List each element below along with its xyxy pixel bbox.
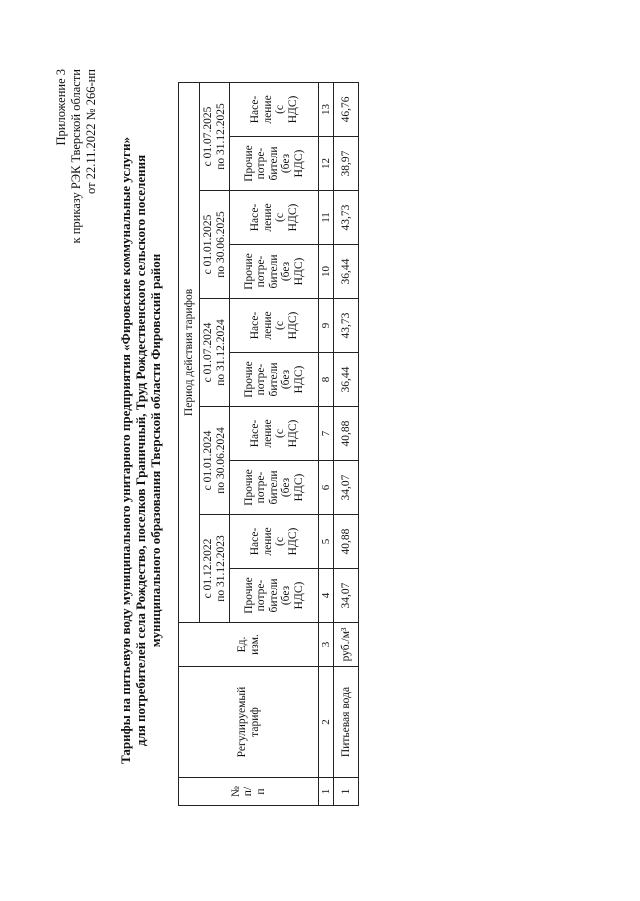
title-line: Тарифы на питьевую воду муниципального унитарного предприятия «Фировские коммунальные услуги» (118, 137, 133, 764)
row-number: 1 (334, 778, 359, 806)
category-population: Насе- ление (с НДС) (230, 82, 319, 136)
category-other-consumers: Прочие потре- бители (без НДС) (230, 353, 319, 407)
header-number: № п/ п (179, 778, 319, 806)
column-number: 5 (319, 515, 334, 569)
column-number: 8 (319, 353, 334, 407)
title-line: муниципального образования Тверской области Фировский район (148, 253, 163, 648)
row-unit: руб./м³ (334, 623, 359, 667)
tariff-value: 38,97 (334, 137, 359, 191)
category-population: Насе- ление (с НДС) (230, 299, 319, 353)
column-number: 10 (319, 245, 334, 299)
column-number: 2 (319, 667, 334, 778)
column-number: 12 (319, 137, 334, 191)
category-other-consumers: Прочие потре- бители (без НДС) (230, 569, 319, 623)
category-population: Насе- ление (с НДС) (230, 515, 319, 569)
tariff-value: 43,73 (334, 191, 359, 245)
appendix-line: от 22.11.2022 № 266-нп (84, 69, 98, 194)
header-tariff: Регулируемый тариф (179, 667, 319, 778)
tariff-value: 34,07 (334, 569, 359, 623)
period-header: с 01.12.2022 по 31.12.2023 (200, 515, 230, 623)
category-other-consumers: Прочие потре- бители (без НДС) (230, 245, 319, 299)
tariff-value: 36,44 (334, 245, 359, 299)
tariff-value: 34,07 (334, 461, 359, 515)
tariff-value: 43,73 (334, 299, 359, 353)
tariff-value: 40,88 (334, 407, 359, 461)
header-period: Период действия тарифов (179, 82, 200, 622)
appendix-line: Приложение 3 (54, 69, 68, 146)
appendix-note (54, 69, 99, 901)
column-number: 1 (319, 778, 334, 806)
column-number: 11 (319, 191, 334, 245)
column-number: 3 (319, 623, 334, 667)
title-line: для потребителей села Рождество, поселков Граничный, Труд Рождественского сельского поселения (133, 154, 148, 747)
column-number: 4 (319, 569, 334, 623)
category-population: Насе- ление (с НДС) (230, 191, 319, 245)
header-unit: Ед. изм. (179, 623, 319, 667)
category-other-consumers: Прочие потре- бители (без НДС) (230, 137, 319, 191)
category-other-consumers: Прочие потре- бители (без НДС) (230, 461, 319, 515)
period-header: с 01.07.2025 по 31.12.2025 (200, 82, 230, 190)
period-header: с 01.01.2025 по 30.06.2025 (200, 191, 230, 299)
category-population: Насе- ление (с НДС) (230, 407, 319, 461)
column-number: 13 (319, 82, 334, 136)
document-title (118, 0, 163, 901)
column-number: 7 (319, 407, 334, 461)
column-number: 9 (319, 299, 334, 353)
column-number: 6 (319, 461, 334, 515)
table-row (334, 82, 359, 805)
period-header: с 01.01.2024 по 30.06.2024 (200, 407, 230, 515)
tariff-table (178, 82, 359, 806)
row-tariff-name: Питьевая вода (334, 667, 359, 778)
tariff-value: 36,44 (334, 353, 359, 407)
tariff-value: 46,76 (334, 82, 359, 136)
period-header: с 01.07.2024 по 31.12.2024 (200, 299, 230, 407)
appendix-line: к приказу РЭК Тверской области (69, 69, 83, 244)
tariff-value: 40,88 (334, 515, 359, 569)
